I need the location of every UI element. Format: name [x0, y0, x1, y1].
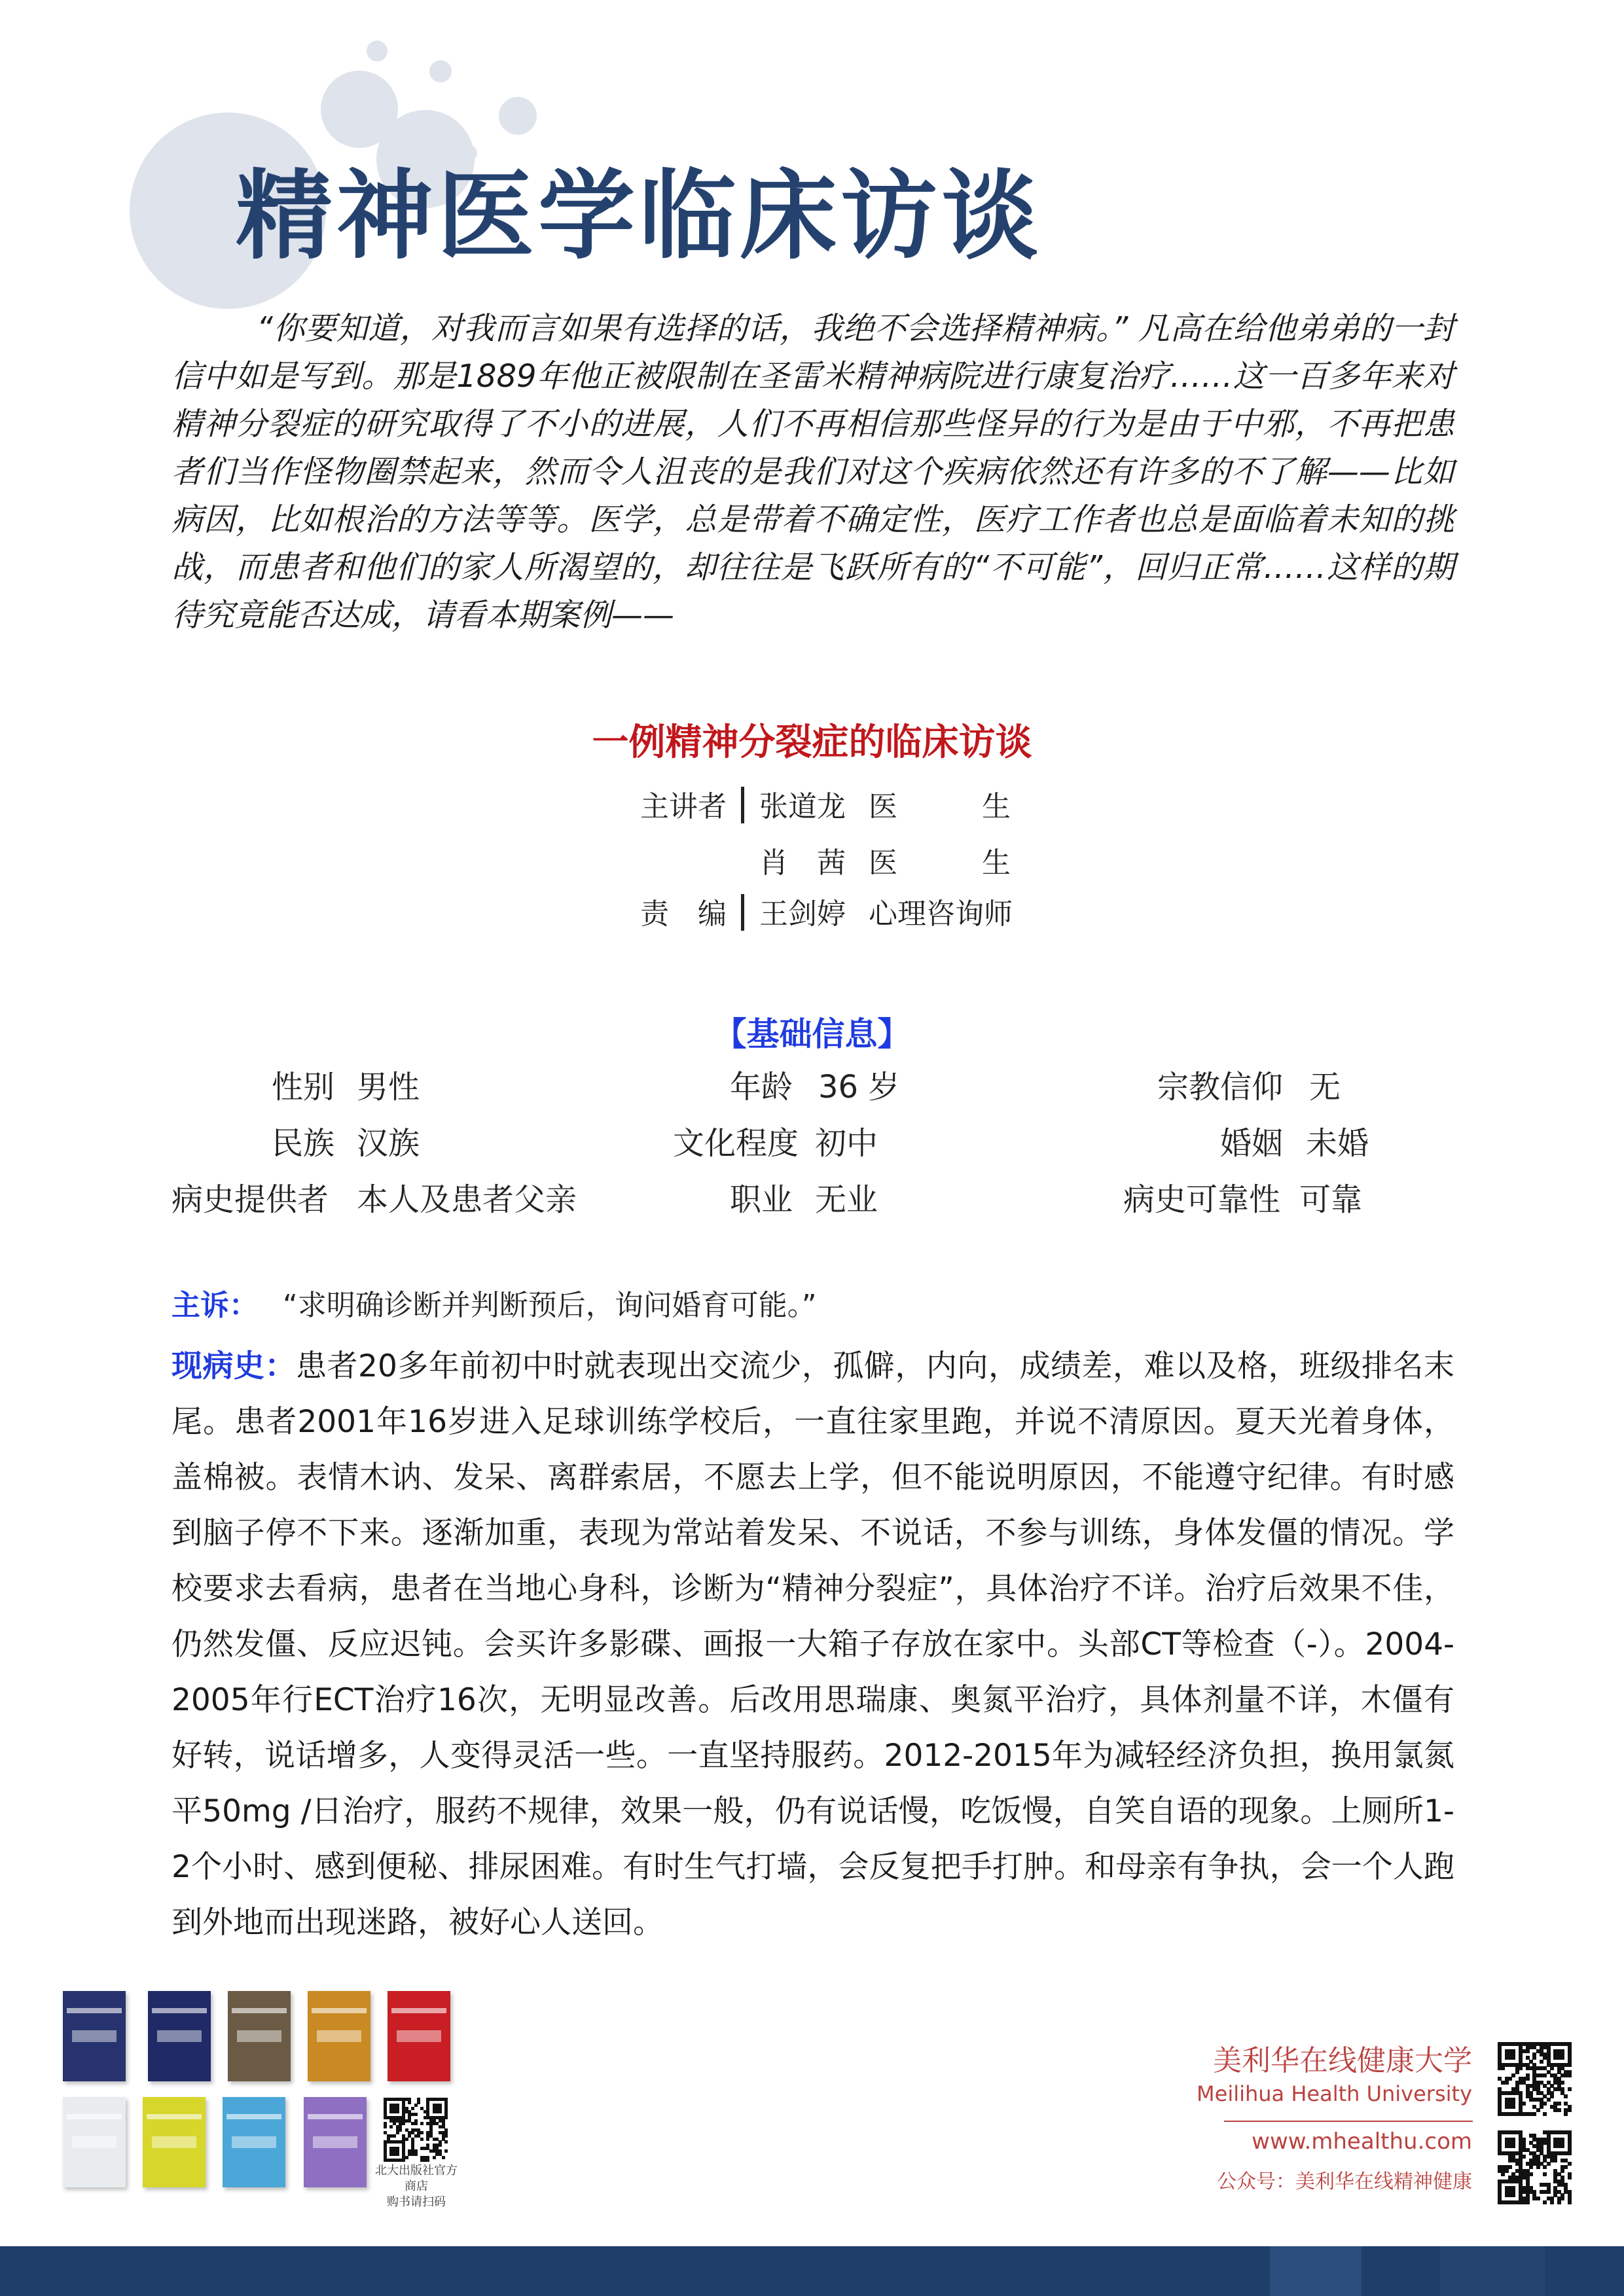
info-label-reliability: 病史可靠性 — [1123, 1181, 1281, 1218]
basic-info-heading: 【基础信息】 — [713, 1015, 911, 1053]
qr-module — [1561, 2056, 1564, 2060]
info-value-reliability: 可靠 — [1299, 1181, 1363, 1218]
qr-module — [1505, 2081, 1509, 2085]
book-title-strip — [391, 2008, 446, 2013]
info-label-religion: 宗教信仰 — [1157, 1069, 1284, 1105]
shop-caption-line1: 北大出版社官方商店 — [375, 2164, 458, 2193]
qr-module — [1550, 2094, 1554, 2098]
qr-module — [1526, 2077, 1530, 2081]
qr-module — [1529, 2172, 1533, 2176]
book-title-strip — [308, 2114, 363, 2119]
book-subtitle-strip — [237, 2030, 281, 2042]
qr-module — [408, 2101, 411, 2104]
qr-module — [420, 2122, 424, 2125]
bottom-band-accent — [1440, 2246, 1545, 2296]
qr-module — [405, 2138, 408, 2141]
book-title-strip — [232, 2008, 287, 2013]
qr-module — [402, 2159, 405, 2162]
credit-name: 王剑婷 — [759, 897, 846, 931]
qr-module — [1508, 2077, 1512, 2081]
qr-module — [1547, 2162, 1551, 2166]
book-title-strip — [147, 2114, 202, 2119]
qr-module — [414, 2122, 418, 2125]
qr-module — [1519, 2066, 1523, 2070]
chief-complaint-label: 主诉： — [171, 1289, 258, 1322]
qr-module — [411, 2107, 414, 2110]
bubble-tiny — [429, 60, 452, 82]
bottom-band — [0, 2246, 1624, 2296]
info-label-gender: 性别 — [272, 1069, 335, 1105]
book-cover — [63, 2097, 126, 2187]
qr-module — [396, 2153, 399, 2156]
credit-role: 主讲者 — [640, 790, 727, 823]
present-history-label: 现病史： — [171, 1348, 297, 1384]
qr-module — [1511, 2193, 1515, 2197]
qr-module — [1568, 2073, 1572, 2077]
qr-module — [1561, 2169, 1564, 2173]
qr-module — [1543, 2112, 1547, 2116]
qr-module — [389, 2125, 393, 2128]
book-subtitle-strip — [317, 2030, 361, 2042]
qr-module — [1522, 2102, 1526, 2106]
credit-divider — [741, 894, 744, 931]
qr-module — [1508, 2165, 1512, 2169]
qr-module — [1540, 2105, 1543, 2109]
qr-module — [417, 2101, 420, 2104]
qr-module — [1536, 2165, 1540, 2169]
info-value-occupation: 无业 — [815, 1181, 878, 1218]
bubble-dot — [499, 97, 537, 135]
qr-module — [393, 2134, 396, 2138]
qr-module — [1543, 2102, 1547, 2106]
book-subtitle-strip — [397, 2030, 441, 2042]
wechat-account: 公众号：美利华在线精神健康 — [1217, 2170, 1472, 2193]
qr-module — [420, 2131, 424, 2134]
qr-module — [1511, 2056, 1515, 2060]
qr-module — [1536, 2108, 1540, 2112]
book-title-strip — [312, 2008, 367, 2013]
qr-module — [414, 2104, 418, 2107]
qr-module — [1568, 2108, 1572, 2112]
qr-module — [444, 2140, 448, 2144]
qr-module — [1568, 2151, 1572, 2155]
book-subtitle-strip — [313, 2136, 357, 2148]
qr-module — [396, 2110, 399, 2113]
book-cover — [143, 2097, 206, 2187]
qr-module — [1564, 2112, 1568, 2116]
info-label-ethnicity: 民族 — [272, 1125, 335, 1162]
qr-module — [1564, 2165, 1568, 2169]
shop-qr-code — [384, 2098, 448, 2162]
info-label-marriage: 婚姻 — [1220, 1125, 1284, 1162]
qr-module — [1561, 2197, 1564, 2200]
qr-module — [1561, 2081, 1564, 2085]
qr-module — [1511, 2073, 1515, 2077]
qr-module — [1547, 2190, 1551, 2194]
credit-title-a: 心理咨询师 — [869, 897, 1013, 931]
book-cover — [308, 1991, 370, 2081]
qr-module — [399, 2128, 402, 2132]
website-link[interactable]: www.mhealthu.com — [1252, 2128, 1472, 2155]
qr-module — [444, 2149, 448, 2153]
book-cover — [63, 1991, 126, 2081]
book-cover — [388, 1991, 450, 2081]
credit-title-b: 生 — [982, 790, 1011, 823]
shop-caption-line2: 购书请扫码 — [387, 2195, 446, 2209]
credit-divider — [741, 787, 744, 823]
info-value-education: 初中 — [815, 1125, 878, 1162]
qr-module — [1511, 2105, 1515, 2109]
qr-module — [1532, 2112, 1536, 2116]
book-cover — [304, 2097, 367, 2187]
chief-complaint — [171, 1283, 1454, 1329]
university-name-cn: 美利华在线健康大学 — [1213, 2044, 1472, 2077]
qr-module — [1540, 2060, 1543, 2064]
book-title-strip — [67, 2008, 122, 2013]
university-qr-code-top — [1498, 2042, 1571, 2115]
qr-module — [1543, 2172, 1547, 2176]
case-title: 一例精神分裂症的临床访谈 — [592, 721, 1032, 764]
info-label-occupation: 职业 — [730, 1181, 793, 1218]
qr-module — [1511, 2144, 1515, 2148]
bottom-band-accent — [1270, 2246, 1362, 2296]
book-cover — [148, 1991, 211, 2081]
qr-module — [1536, 2197, 1540, 2200]
credit-role: 责 编 — [640, 897, 727, 931]
qr-module — [1526, 2049, 1530, 2053]
qr-module — [1543, 2200, 1547, 2204]
chief-complaint-text: “求明确诊断并判断预后，询问婚育可能。” — [283, 1289, 817, 1322]
qr-module — [1568, 2176, 1572, 2179]
qr-module — [1543, 2073, 1547, 2077]
qr-module — [1550, 2066, 1554, 2070]
qr-module — [1515, 2070, 1519, 2074]
qr-module — [1522, 2155, 1526, 2159]
bubble-dot-3 — [367, 41, 388, 62]
qr-module — [384, 2125, 387, 2128]
qr-module — [1568, 2087, 1572, 2091]
qr-module — [1505, 2169, 1509, 2173]
qr-module — [439, 2110, 442, 2113]
book-title-strip — [226, 2114, 281, 2119]
credit-name: 张道龙 — [759, 790, 846, 823]
info-value-religion: 无 — [1309, 1069, 1341, 1105]
credit-title-b: 生 — [982, 846, 1011, 880]
qr-module — [1529, 2165, 1533, 2169]
credit-title-a: 医 — [869, 790, 897, 823]
qr-module — [1564, 2094, 1568, 2098]
qr-module — [1547, 2098, 1551, 2102]
qr-module — [1568, 2063, 1572, 2067]
book-subtitle-strip — [157, 2030, 202, 2042]
info-value-gender: 男性 — [357, 1069, 420, 1105]
book-subtitle-strip — [72, 2136, 117, 2148]
qr-module — [442, 2156, 445, 2159]
qr-module — [1501, 2066, 1505, 2070]
info-label-education: 文化程度 — [673, 1125, 799, 1162]
qr-module — [444, 2116, 448, 2119]
info-label-age: 年龄 — [730, 1069, 793, 1105]
present-history-text: 患者20多年前初中时就表现出交流少，孤僻，内向，成绩差，难以及格，班级排名末尾。患者2001年16岁进入足球训练学校后，一直往家里跑，并说不清原因。夏天光着身体，盖棉被。表情木讷、发呆、离群索居，不愿去上学，但不能说明原因，不能遵守纪律。有时感到脑子停不下来。逐渐加重，表现为常站着发呆、不说话，不参与训练，身体发僵的情况。学校要求去看病，患者在当地心身科，诊断为“精神分裂症”，具体治疗不详。治疗后效果不佳，仍然发僵、反应迟钝。会买许多影碟、画报一大箱子存放在家中。头部CT等检查（-）。2004-2005年行ECT治疗16次，无明显改善。后改用思瑞康、奥氮平治疗，具体剂量不详，木僵有好转，说话增多，人变得灵活一些。一直坚持服药。2012-2015年为减轻经济负担，换用氯氮平50mg /日治疗，服药不规律，效果一般，仍有说话慢，吃饭慢，自笑自语的现象。上厕所1-2个小时、感到便秘、排尿困难。有时生气打墙，会反复把手打肿。和母亲有争执，会一个人跑到外地而出现迷路，被好心人送回。 — [171, 1348, 1455, 1941]
qr-module — [1532, 2056, 1536, 2060]
qr-module — [1557, 2200, 1561, 2204]
info-value-ethnicity: 汉族 — [357, 1125, 420, 1162]
qr-module — [1568, 2162, 1572, 2166]
credit-title-a: 医 — [869, 846, 897, 880]
qr-module — [420, 2138, 424, 2141]
qr-module — [426, 2159, 429, 2162]
book-subtitle-strip — [72, 2030, 117, 2042]
branding-divider — [1224, 2121, 1473, 2122]
qr-module — [1568, 2200, 1572, 2204]
info-label-informant: 病史提供者 — [171, 1181, 329, 1218]
qr-module — [414, 2113, 418, 2116]
credit-name: 肖 茜 — [759, 846, 846, 880]
qr-module — [402, 2122, 405, 2125]
qr-module — [1561, 2144, 1564, 2148]
book-cover — [223, 2097, 285, 2187]
page-title: 精神医学临床访谈 — [236, 160, 1042, 272]
qr-module — [1557, 2102, 1561, 2106]
book-subtitle-strip — [232, 2136, 276, 2148]
qr-module — [1501, 2172, 1505, 2176]
qr-module — [414, 2153, 418, 2156]
qr-module — [1550, 2200, 1554, 2204]
book-subtitle-strip — [152, 2136, 196, 2148]
qr-module — [444, 2134, 448, 2138]
qr-module — [426, 2138, 429, 2141]
qr-module — [1553, 2159, 1557, 2162]
qr-module — [1557, 2108, 1561, 2112]
present-history — [171, 1338, 1454, 1950]
qr-module — [396, 2131, 399, 2134]
qr-module — [1543, 2165, 1547, 2169]
info-value-informant: 本人及患者父亲 — [357, 1181, 577, 1218]
qr-module — [1526, 2200, 1530, 2204]
info-value-marriage: 未婚 — [1306, 1125, 1369, 1162]
qr-module — [433, 2156, 436, 2159]
qr-module — [439, 2144, 442, 2147]
book-title-strip — [67, 2114, 122, 2119]
shop-caption — [370, 2163, 462, 2210]
university-qr-code-bottom — [1498, 2130, 1571, 2204]
book-cover — [228, 1991, 291, 2081]
qr-module — [405, 2156, 408, 2159]
university-name-en: Meilihua Health University — [1197, 2081, 1472, 2106]
info-value-age: 36 岁 — [818, 1069, 900, 1105]
book-title-strip — [152, 2008, 207, 2013]
intro-paragraph: “你要知道，对我而言如果有选择的话，我绝不会选择精神病。” 凡高在给他弟弟的一封信中如是写到。那是1889年他正被限制在圣雷米精神病院进行康复治疗……这一百多年来对精神分裂症的研究取得了不小的进展，人们不再相信那些怪异的行为是由于中邪，不再把患者们当作怪物圈禁起来，然而令人沮丧的是我们对这个疾病依然还有许多的不了解——比如病因，比如根治的方法等等。医学，总是带着不确定性，医疗工作者也总是面临着未知的挑战，而患者和他们的家人所渴望的，却往往是飞跃所有的“不可能”，回归正常……这样的期待究竟能否达成，请看本期案例—— — [171, 310, 1454, 634]
